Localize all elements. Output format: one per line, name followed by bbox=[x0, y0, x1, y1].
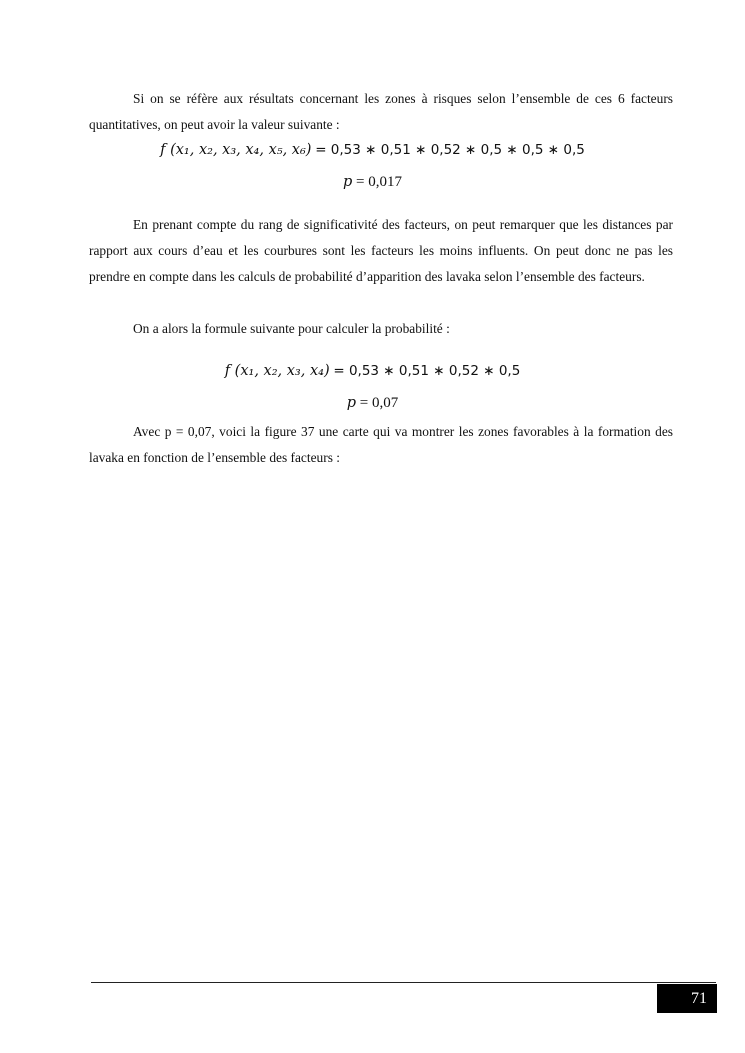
formula-1-lhs: f (x₁, x₂, x₃, x₄, x₅, x₆) bbox=[160, 142, 312, 158]
page-number: 71 bbox=[657, 984, 717, 1013]
formula-2 bbox=[0, 360, 745, 382]
formula-2-p-label: p bbox=[346, 395, 357, 411]
formula-1-p-label: p bbox=[342, 174, 353, 190]
footer-rule bbox=[91, 982, 716, 983]
formula-1 bbox=[0, 139, 745, 161]
paragraph-significance: En prenant compte du rang de significativité des facteurs, on peut remarquer que les distances par rapport aux cours d’eau et les courbures sont les facteurs les moins influents. On peut donc ne pas les prendre en compte dans les calculs de probabilité d’apparition des lavaka selon l’ensemble des facteurs. bbox=[89, 217, 673, 284]
formula-2-p-value: = 0,07 bbox=[359, 395, 399, 411]
formula-2-probability bbox=[0, 392, 745, 414]
formula-2-lhs: f (x₁, x₂, x₃, x₄) bbox=[224, 363, 330, 379]
formula-1-rhs: = 0,53 ∗ 0,51 ∗ 0,52 ∗ 0,5 ∗ 0,5 ∗ 0,5 bbox=[315, 142, 585, 158]
formula-1-p-value: = 0,017 bbox=[356, 174, 402, 190]
paragraph-formula-intro: On a alors la formule suivante pour calculer la probabilité : bbox=[133, 321, 450, 336]
paragraph-figure-intro: Avec p = 0,07, voici la figure 37 une carte qui va montrer les zones favorables à la formation des lavaka en fonction de l’ensemble des facteurs : bbox=[89, 424, 673, 465]
formula-1-probability bbox=[0, 171, 745, 193]
paragraph-intro: Si on se réfère aux résultats concernant les zones à risques selon l’ensemble de ces 6 facteurs quantitatives, on peut avoir la valeur suivante : bbox=[89, 91, 673, 132]
formula-2-rhs: = 0,53 ∗ 0,51 ∗ 0,52 ∗ 0,5 bbox=[333, 363, 521, 379]
